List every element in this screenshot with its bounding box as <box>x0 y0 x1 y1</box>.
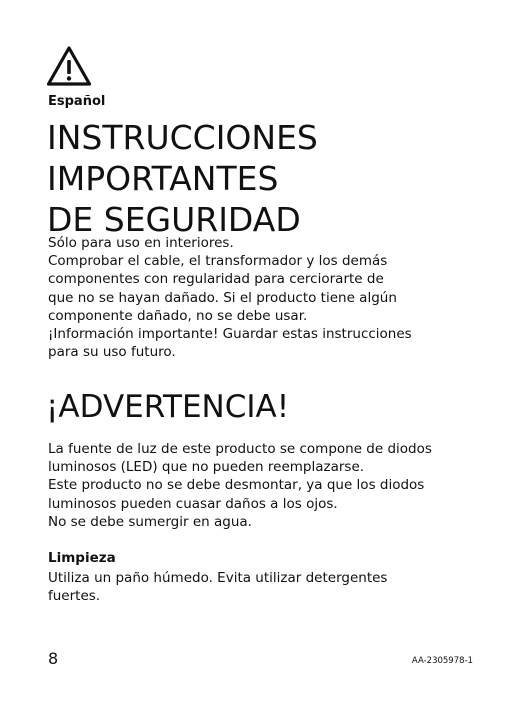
cleaning-heading: Limpieza <box>48 550 116 566</box>
title-line: DE SEGURIDAD <box>47 200 301 239</box>
text-line: La fuente de luz de este producto se compone de diodos <box>48 441 432 457</box>
text-line: Utiliza un paño húmedo. Evita utilizar detergentes <box>48 570 388 586</box>
text-line: ¡Información importante! Guardar estas instrucciones <box>48 326 412 343</box>
text-line: Sólo para uso en interiores. <box>48 235 234 251</box>
text-line: componentes con regularidad para cerciorarte de <box>48 271 384 288</box>
text-line: luminosos pueden cuasar daños a los ojos. <box>48 495 338 512</box>
text-line: luminosos (LED) que no pueden reemplazarse. <box>48 459 365 476</box>
page-title <box>47 117 318 240</box>
text-line: componente dañado, no se debe usar. <box>48 307 308 324</box>
warning-triangle-icon <box>46 45 92 87</box>
text-line: Comprobar el cable, el transformador y los demás <box>48 253 388 270</box>
page-number: 8 <box>48 649 59 668</box>
text-line: que no se hayan dañado. Si el producto tiene algún <box>48 289 397 306</box>
text-line: Este producto no se debe desmontar, ya que los diodos <box>48 477 425 494</box>
warning-heading: ¡ADVERTENCIA! <box>46 389 290 425</box>
cleaning-paragraph <box>48 569 387 605</box>
title-line: IMPORTANTES <box>47 159 279 198</box>
intro-paragraph <box>48 234 412 361</box>
warning-paragraph <box>48 440 432 531</box>
document-code: AA-2305978-1 <box>411 656 473 666</box>
title-line: INSTRUCCIONES <box>47 118 318 157</box>
text-line: No se debe sumergir en agua. <box>48 513 252 530</box>
language-label: Español <box>48 94 106 109</box>
text-line: fuertes. <box>48 588 101 605</box>
text-line: para su uso futuro. <box>48 344 176 361</box>
